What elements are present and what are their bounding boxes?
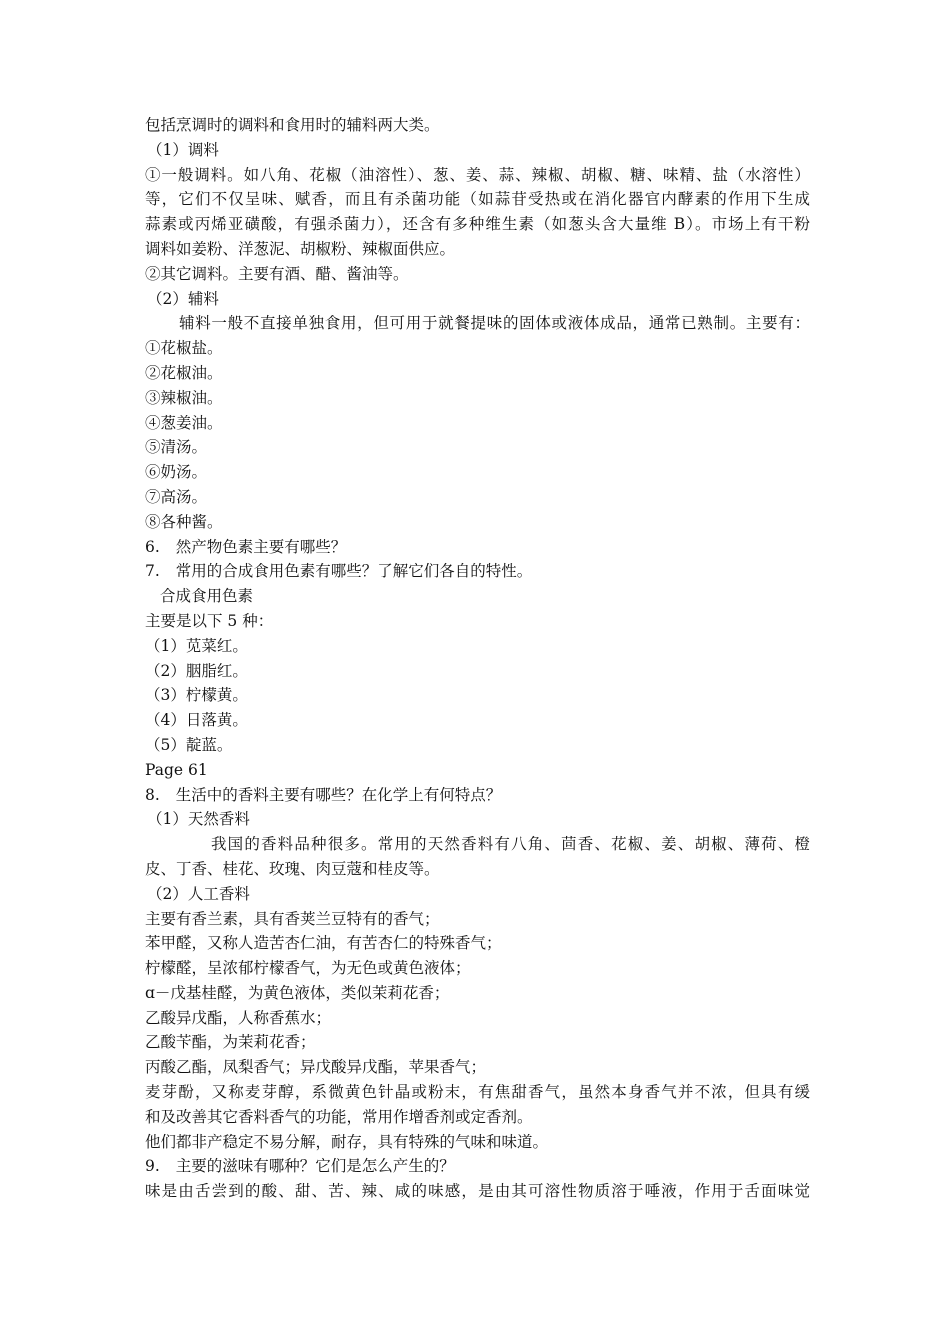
list-item: ⑤清汤。 xyxy=(145,438,208,457)
section-heading: 合成食用色素 xyxy=(160,587,254,606)
list-item: （2）胭脂红。 xyxy=(145,661,248,680)
text-line: 调料如姜粉、洋葱泥、胡椒粉、辣椒面供应。 xyxy=(145,239,456,258)
text-line: 丙酸乙酯，凤梨香气；异戊酸异戊酯，苹果香气； xyxy=(145,1058,487,1077)
question-text: 然产物色素主要有哪些？ xyxy=(175,537,347,556)
question-line xyxy=(145,783,810,808)
list-item: ⑦高汤。 xyxy=(145,487,208,506)
list-item: （1）苋菜红。 xyxy=(145,636,248,655)
question-number: 9. xyxy=(145,1157,160,1176)
text-line: 乙酸苄酯，为茉莉花香； xyxy=(145,1033,316,1052)
list-item: ④葱姜油。 xyxy=(145,413,223,432)
question-number: 6. xyxy=(145,537,160,556)
text-line: 麦芽酚，又称麦芽醇，系微黄色针晶或粉末，有焦甜香气，虽然本身香气并不浓，但具有缓 xyxy=(145,1083,810,1102)
document-page xyxy=(145,113,810,1204)
question-number: 7. xyxy=(145,562,160,581)
text-line: 我国的香料品种很多。常用的天然香料有八角、茴香、花椒、姜、胡椒、薄荷、橙 xyxy=(211,835,810,854)
text-line: 等，它们不仅呈味、赋香，而且有杀菌功能（如蒜苷受热或在消化器官内酵素的作用下生成 xyxy=(145,190,810,209)
section-heading: （2）人工香料 xyxy=(147,884,250,903)
section-heading: （1）天然香料 xyxy=(147,810,250,829)
question-line xyxy=(145,1154,810,1179)
text-line: 苯甲醛，又称人造苦杏仁油，有苦杏仁的特殊香气； xyxy=(145,934,502,953)
page-number: Page 61 xyxy=(145,760,208,779)
text-line: ②其它调料。主要有酒、醋、酱油等。 xyxy=(145,264,409,283)
text-line: 柠檬醛，呈浓郁柠檬香气，为无色或黄色液体； xyxy=(145,959,471,978)
text-line: 蒜素或丙烯亚磺酸，有强杀菌力），还含有多种维生素（如葱头含大量维 B）。市场上有干粉 xyxy=(145,215,810,234)
question-line xyxy=(145,559,810,584)
text-line: 味是由舌尝到的酸、甜、苦、辣、咸的味感，是由其可溶性物质溶于唾液，作用于舌面味觉 xyxy=(145,1182,810,1201)
text-line: 主要是以下 5 种： xyxy=(145,611,274,630)
list-item: ⑥奶汤。 xyxy=(145,463,208,482)
question-text: 生活中的香料主要有哪些？在化学上有何特点？ xyxy=(175,785,502,804)
list-item: ③辣椒油。 xyxy=(145,388,223,407)
question-number: 8. xyxy=(145,785,160,804)
list-item: （3）柠檬黄。 xyxy=(145,686,248,705)
list-item: （4）日落黄。 xyxy=(145,711,248,730)
text-line: ɑ－戊基桂醛，为黄色液体，类似茉莉花香； xyxy=(145,983,450,1002)
question-text: 常用的合成食用色素有哪些？了解它们各自的特性。 xyxy=(175,562,533,581)
text-line: 他们都非产稳定不易分解，耐存，具有特殊的气味和味道。 xyxy=(145,1132,549,1151)
text-line: ①一般调料。如八角、花椒（油溶性）、葱、姜、蒜、辣椒、胡椒、糖、味精、盐（水溶性） xyxy=(145,165,810,184)
question-line xyxy=(145,535,810,560)
text-line: 辅料一般不直接单独食用，但可用于就餐提味的固体或液体成品，通常已熟制。主要有： xyxy=(179,314,810,333)
list-item: ⑧各种酱。 xyxy=(145,512,223,531)
question-text: 主要的滋味有哪种？它们是怎么产生的？ xyxy=(175,1157,455,1176)
list-item: ②花椒油。 xyxy=(145,363,223,382)
text-line: 主要有香兰素，具有香荚兰豆特有的香气； xyxy=(145,909,440,928)
section-heading: （2）辅料 xyxy=(147,289,219,308)
text-line: 和及改善其它香料香气的功能，常用作增香剂或定香剂。 xyxy=(145,1107,533,1126)
section-heading: （1）调料 xyxy=(147,140,219,159)
list-item: ①花椒盐。 xyxy=(145,339,223,358)
text-line: 乙酸异戊酯，人称香蕉水； xyxy=(145,1008,332,1027)
text-line: 包括烹调时的调料和食用时的辅料两大类。 xyxy=(145,116,440,134)
text-line: 皮、丁香、桂花、玫瑰、肉豆蔻和桂皮等。 xyxy=(145,859,440,878)
list-item: （5）靛蓝。 xyxy=(145,735,233,754)
